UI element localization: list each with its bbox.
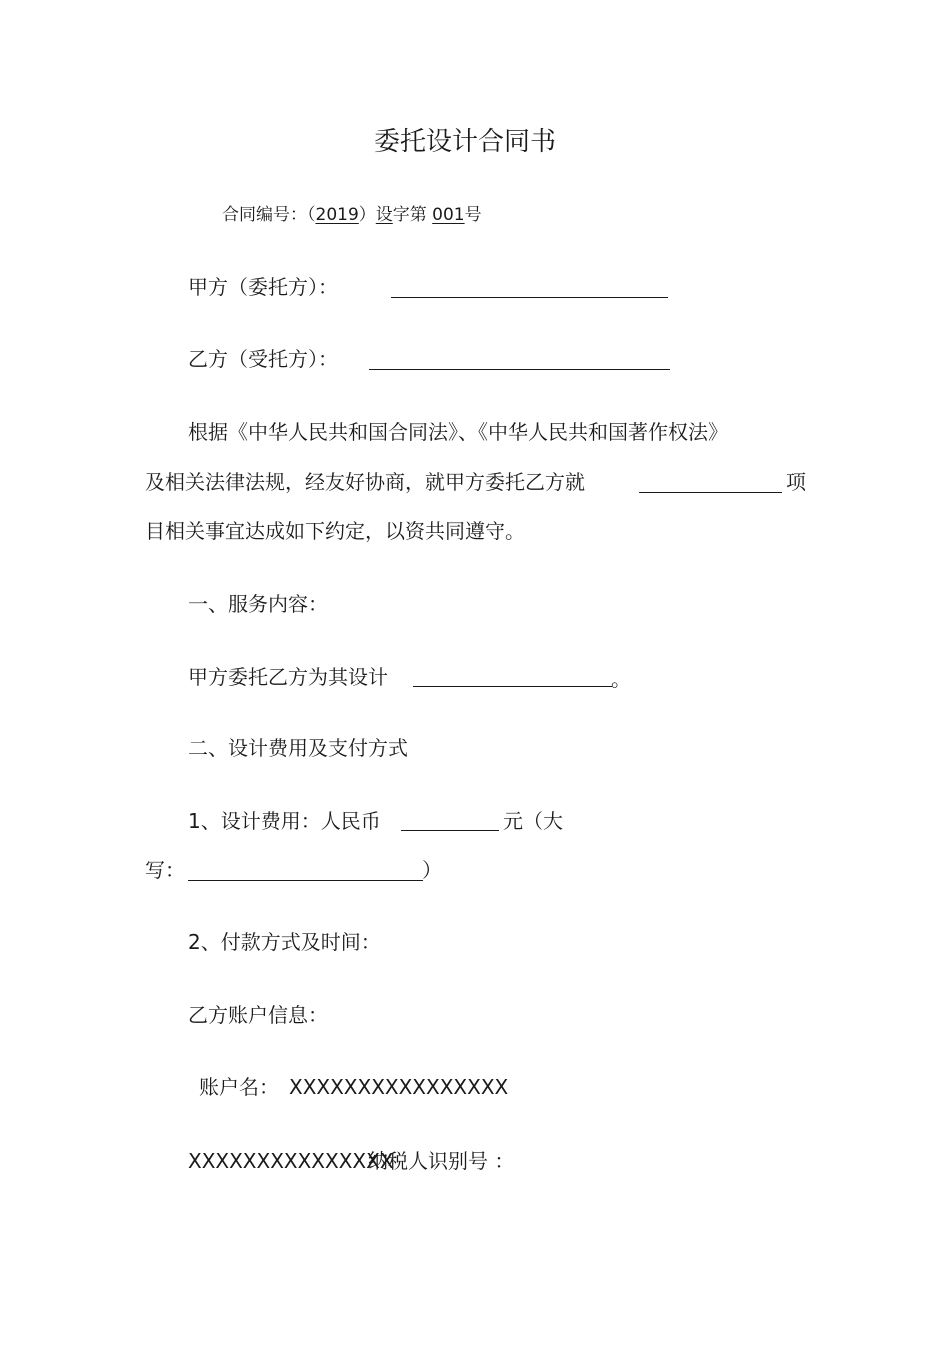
design-fee-unit: 元（大 <box>503 809 563 833</box>
design-item-blank-line <box>413 686 612 687</box>
design-fee-amount-blank-line <box>401 830 499 831</box>
party-b-label: 乙方（受托方）： <box>188 347 338 371</box>
contract-number-label: 合同编号： <box>222 205 307 225</box>
preamble-line-2-before: 及相关法律法规，经友好协商，就甲方委托乙方就 <box>145 470 585 494</box>
preamble-line-2-after: 项 <box>786 470 806 494</box>
project-name-blank-line <box>639 492 782 493</box>
account-info-heading: 乙方账户信息： <box>188 1003 328 1027</box>
account-name-value: XXXXXXXXXXXXXXXX <box>289 1075 509 1099</box>
contract-type-char: 设 <box>375 205 393 225</box>
contract-number-close-paren: ） <box>358 205 376 225</box>
capital-amount-label: 写： <box>145 858 185 882</box>
contract-number-suffix: 号 <box>464 205 482 225</box>
service-content-text: 甲方委托乙方为其设计 <box>188 665 388 689</box>
contract-serial-number: 001 <box>432 205 465 225</box>
preamble-line-3: 目相关事宜达成如下约定，以资共同遵守。 <box>145 519 525 543</box>
design-fee-label: 1、设计费用：人民币 <box>188 809 381 833</box>
section-1-heading: 一、服务内容： <box>188 592 328 616</box>
contract-number-open-paren: （ <box>307 205 316 225</box>
service-content-period: 。 <box>611 667 631 691</box>
contract-number-middle: 字第 <box>392 205 427 225</box>
preamble-line-1: 根据《中华人民共和国合同法》、《中华人民共和国著作权法》 <box>188 420 728 444</box>
account-name-label: 账户名： <box>199 1075 279 1099</box>
party-a-blank-line <box>391 297 668 298</box>
taxpayer-id-label: 纳税人识别号 ： <box>368 1149 515 1173</box>
taxpayer-placeholder-text: XXXXXXXXXXXXXXX <box>188 1149 394 1173</box>
capital-amount-close-paren: ） <box>422 858 442 882</box>
section-2-heading: 二、设计费用及支付方式 <box>188 736 408 760</box>
payment-method-heading: 2、付款方式及时间： <box>188 930 381 954</box>
party-a-label: 甲方（委托方）： <box>188 275 338 299</box>
document-title: 委托设计合同书 <box>374 127 557 157</box>
party-b-blank-line <box>369 369 670 370</box>
capital-amount-blank-line <box>188 880 423 881</box>
contract-number-line <box>222 205 482 225</box>
contract-year: 2019 <box>315 205 359 225</box>
